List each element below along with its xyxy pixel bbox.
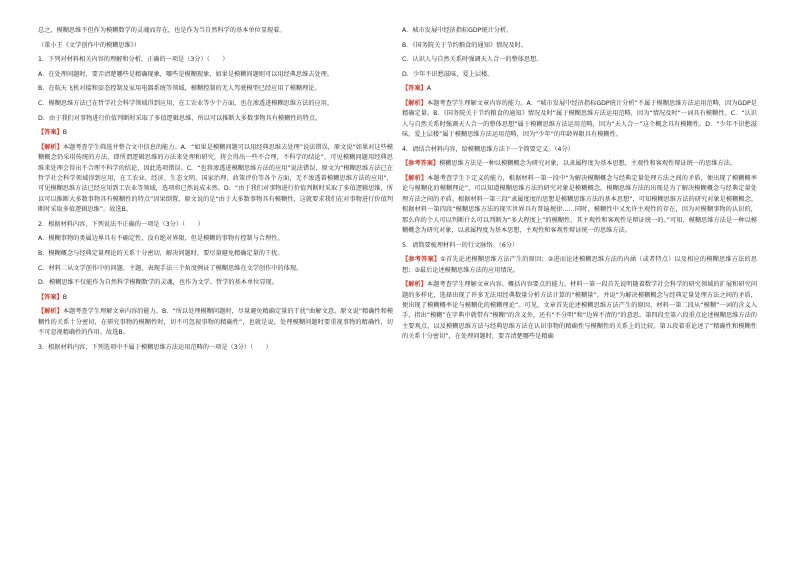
q1-option-c: C．模糊思维方法已在哲学社会科学领域得到应用，在工农业等少个方面，也在渗透进模糊思维方法的应用。 bbox=[38, 99, 334, 107]
q2-stem: 2．根据材料内容，下列说法不正确的一项是（3分）（ ） bbox=[38, 220, 204, 228]
q3-option-a: A．城市发展中经济指标GDP统计分析。 bbox=[402, 27, 513, 34]
left-column bbox=[38, 26, 393, 357]
reference-answer-label: 【参考答案】 bbox=[402, 256, 441, 264]
analysis-text: 本题考查学生下定义的能力，根据材料一第一段中“为解决模糊概念与经典定量处理方法之间的矛盾，便出现了模糊概率论与模糊化的模糊理论”，可以知道模糊思维方法的研究对象是模糊概念，模糊思维方法的出现是为了解决模糊概念与经典定量处理方法之间的矛盾。根据材料一第三段“隶属度度的思想是模糊思维方法的基本思想”，可知模糊思维方法的研究对象是模糊概念。根据材料一第四段“模糊思维方法的现实世界具有普遍规律……同时，模糊性中又允许主观性的存在，因为对模糊事物的认识的，那么你的个人可以判断什么可以判断为“多大程度上”的模糊性，其主观性和客观性是辩证统一的。”可知，模糊思维方法是一种以模糊概念为研究对象，以隶属程度为基本思想，主观性和客观性辩证统一的思维方法。 bbox=[402, 174, 758, 234]
q1-answer bbox=[38, 128, 393, 138]
q3-option-b: B．《国务院关于节约粮食的通知》情况及时。 bbox=[402, 41, 527, 49]
answer-value: A bbox=[426, 85, 431, 93]
q1-analysis bbox=[38, 143, 393, 216]
q1-stem: 1．下列对材料相关内容的理解和分析，正确的一项是（3分）（ ） bbox=[38, 56, 229, 64]
q2-option-d: D．模糊思维不仅能作为自然科学模糊数学的灵魂，也作为文学、哲学的基本单位显现。 bbox=[38, 279, 278, 287]
answer-value: B bbox=[62, 129, 67, 137]
q5-stem: 5．请简要梳理材料一的行文脉络。（6分） bbox=[402, 241, 519, 249]
q3-option-d: D．少年不识愁滋味，爱上层楼。 bbox=[402, 70, 494, 78]
answer-label: 【答案】 bbox=[38, 129, 63, 137]
analysis-text: 本题考查学生筛选并整合文中信息的能力。A．“如果是模糊问题可以用经典思维去处理”说法错误，原文说“如果对这些模糊概念仍采用传统的方法，即所谓逻辑思维的方法来处理和研究，将会得出一些不合理，不科学的结论”，可见模糊问题用经典思维来处理会得出不合理不科学的结论，因此选项错误。C．“也将渗透进模糊思维方法的应用”说法错误，原文为“模糊思维方法已在哲学社会科学领域得到应用，在工农业、经济、生态文明、国家治理、政策评价等各个方面，无不渗透着模糊思维方法的应用”，可见模糊思维方法已经应用到工农业等领域，选项将已然说成未然。D．“由于我们对事物进行价值判断时采取了多值逻辑思维，所以可以推断大多数事物具有模糊性的特点”因果倒置，原文说的是“由于大多数事物具有模糊性，这就要求我们在对事物进行价值判断时采取多值逻辑思维”。故选B。 bbox=[38, 143, 393, 214]
q1-option-b: B．在航天飞机对接和姿态控制及家用电器系统等领域，模糊控制的无人驾驶模型已经应用了模糊理论。 bbox=[38, 85, 321, 93]
q2-option-b: B．模糊概念与经典定量理论的关系十分密切，解决问题时，要尽量避免精确定量的干扰。 bbox=[38, 249, 284, 257]
analysis-label: 【解析】 bbox=[38, 143, 63, 151]
analysis-text: 本题考查学生理解文章内容的能力。A．“城市发展中经济指标GDP统计分析”不属于模糊思维方法运用范畴，因为GDP是精确定量。B．《国务院关于节约粮食的通知》情况及时”属于模糊思维方法运用范畴，因为“情况及时”一词具有模糊性。C．“认识人与自然关系时强调天人合一的整体思想”属于模糊思维方法运用范畴，因为“天人合一”这个概念具有模糊性。D．“少年不识愁滋味，爱上层楼”属于模糊思维方法运用范畴，因为“少年”的年龄界限具有模糊性。 bbox=[402, 99, 757, 139]
q3-option-c: C．认识人与自然关系时强调天人合一的整体思想。 bbox=[402, 56, 543, 64]
q3-stem: 3．根据材料内容，下列选项中不属于模糊思维方法运用范畴的一项是（3分）（ ） bbox=[38, 343, 272, 351]
q4-analysis bbox=[402, 174, 757, 236]
q3-analysis bbox=[402, 99, 757, 141]
q2-analysis bbox=[38, 307, 393, 338]
q5-analysis bbox=[402, 280, 757, 342]
q1-option-d: D．由于我们对事物进行价值判断时采取了多值逻辑思维，所以可以推断大多数事物具有模糊性的特点。 bbox=[38, 114, 322, 122]
q4-stem: 4．请结合材料内容，给模糊思维方法下一个简要定义。（4分） bbox=[402, 145, 574, 153]
analysis-label: 【解析】 bbox=[38, 308, 63, 316]
answer-label: 【答案】 bbox=[402, 85, 427, 93]
quote-tail: 总之，模糊思维不但作为模糊数学的灵魂而存在，也是作为当自然科学的基本单位显现着。 bbox=[38, 27, 286, 34]
analysis-label: 【解析】 bbox=[402, 174, 428, 182]
q2-option-c: C．材料二从文学创作中的问题、主题、表现手法三个角度例证了模糊思维在文学创作中的体现。 bbox=[38, 264, 303, 272]
q5-answer bbox=[402, 255, 757, 276]
answer-text: 模糊思维方法是一种以模糊概念为研究对象，以隶属程度为基本思想，主观性和客观性辩证统一的思维方法。 bbox=[439, 160, 737, 168]
q1-option-a: A．在处理问题时，要弄清楚哪些是精确现象，哪些是模糊现象，如果是模糊问题则可以用经典思维去处理。 bbox=[38, 70, 334, 78]
q2-answer bbox=[38, 293, 393, 303]
analysis-label: 【解析】 bbox=[402, 99, 427, 107]
right-column bbox=[402, 26, 757, 347]
reference-answer-label: 【参考答案】 bbox=[402, 160, 440, 168]
analysis-text: 本题考查学生理解文章内容的能力。B．“所以处理模糊问题时，尽量避免精确定量的干扰”曲解文意，原文说“精确性和模糊性的关系十分密切，在研究事物的模糊性时，切不可忽视事物的精确性”，也就是说，处理模糊问题时要重视事物的精确性，切不可忽视精确性的作用。故选B。 bbox=[38, 308, 394, 337]
answer-text: ①首先论述模糊思维方法产生的原因；②进而论述模糊思维方法的内涵（或者特点）以及相应的模糊思维方法的思想；③最后论述模糊思维方法的应用情况。 bbox=[402, 256, 758, 274]
source-citation: （董小王《文学创作中的模糊思维》） bbox=[38, 41, 141, 49]
analysis-text: 本题考查学生理解文章内容、概括内容要点的能力。材料一第一段首先说明随着数学社会科学的研究领域的扩展和研究问题的多样化，选择出现了许多无法用经典数量分析方法计算的“模糊量”，并说“为解决模糊概念与经典定量处理方法之间的矛盾，便出现了模糊概率论与模糊化的模糊理论”。可见，文章首先论述模糊思维方法产生的原因，材料一第二段从“模糊”一词的含义入手，指出“模糊”在字典中就带有“模糊”的含义外，还有“不分明”和“边界不清的”的意思。第四段至第六段重点论述模糊思维方法的主要观点，以及模糊思维方法与经典思维方法在认识事物的精确性与模糊性的关系上的比较。第五段着重论述了“精确性和模糊性的关系十分密切”，在处理问题时，要弄清楚哪些是精确 bbox=[402, 281, 758, 341]
analysis-label: 【解析】 bbox=[402, 281, 427, 289]
answer-label: 【答案】 bbox=[38, 293, 63, 301]
q2-option-a: A．模糊事物的类属边界具有不确定性，没有绝对界限，但是模糊的事物有控制与合理性。 bbox=[38, 235, 284, 243]
q4-answer bbox=[402, 159, 757, 169]
answer-value: B bbox=[62, 293, 67, 301]
q3-answer bbox=[402, 84, 757, 94]
